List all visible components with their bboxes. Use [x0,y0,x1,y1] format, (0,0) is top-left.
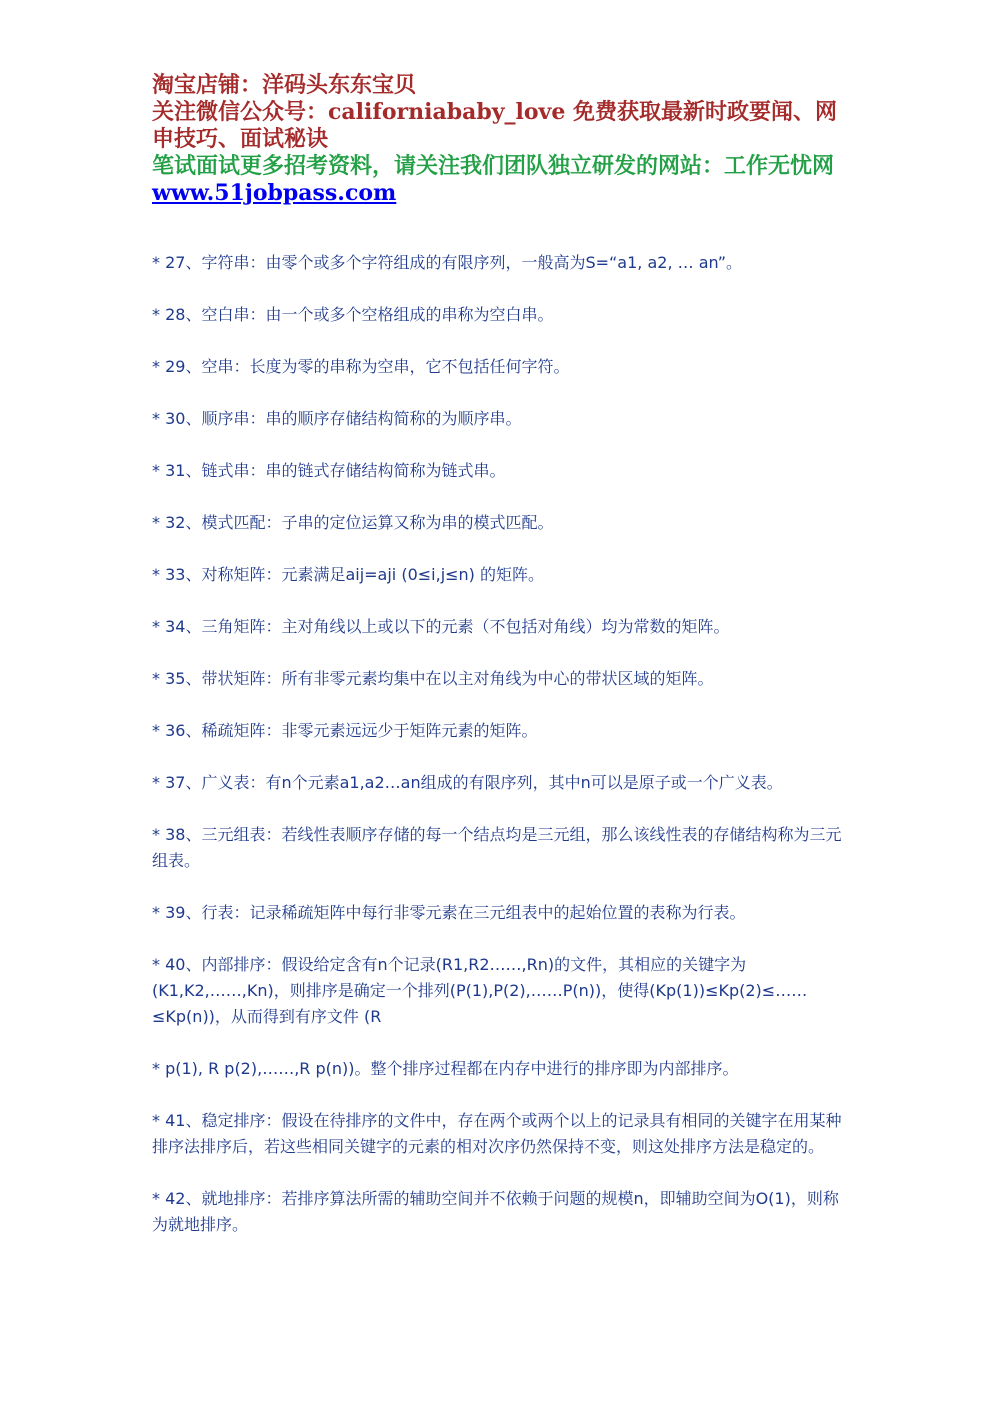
item-text: * 27、字符串：由零个或多个字符组成的有限序列，一般高为S=“a1, a2, … an”。 [152,253,743,272]
item-text: * p(1), R p(2),……,R p(n))。整个排序过程都在内存中进行的排序即为内部排序。 [152,1059,739,1078]
item-text: * 41、稳定排序：假设在待排序的文件中，存在两个或两个以上的记录具有相同的关键字在用某种排序法排序后，若这些相同关键字的元素的相对次序仍然保持不变，则这处排序方法是稳定的。 [152,1111,842,1156]
list-item [152,562,852,588]
wechat-promo-line: 关注微信公众号：californiababy_love 免费获取最新时政要闻、网申技巧、面试秘诀 [152,99,837,152]
list-item [152,406,852,432]
item-text: * 31、链式串：串的链式存储结构简称为链式串。 [152,461,506,480]
item-text: * 42、就地排序：若排序算法所需的辅助空间并不依赖于问题的规模n，即辅助空间为O(1)，则称为就地排序。 [152,1189,839,1234]
item-text: * 34、三角矩阵：主对角线以上或以下的元素（不包括对角线）均为常数的矩阵。 [152,617,730,636]
list-item [152,1108,852,1160]
item-text: * 33、对称矩阵：元素满足aij=aji (0≤i,j≤n) 的矩阵。 [152,565,545,584]
item-text: * 29、空串：长度为零的串称为空串，它不包括任何字符。 [152,357,570,376]
list-item [152,666,852,692]
list-item [152,1056,852,1082]
document-header [152,72,852,207]
list-item [152,770,852,796]
list-item [152,302,852,328]
website-promo-text: 笔试面试更多招考资料，请关注我们团队独立研发的网站：工作无忧网 [152,153,835,179]
list-item [152,614,852,640]
item-text: * 35、带状矩阵：所有非零元素均集中在以主对角线为中心的带状区域的矩阵。 [152,669,714,688]
item-text: * 40、内部排序：假设给定含有n个记录(R1,R2……,Rn)的文件，其相应的关键字为(K1,K2,……,Kn)，则排序是确定一个排列(P(1),P(2),……P(n))，使得(Kp(1))≤Kp(2)≤……≤Kp(n))，从而得到有序文件 (R [152,955,808,1026]
list-item [152,250,852,276]
item-text: * 36、稀疏矩阵：非零元素远远少于矩阵元素的矩阵。 [152,721,538,740]
list-item [152,718,852,744]
item-text: * 39、行表：记录稀疏矩阵中每行非零元素在三元组表中的起始位置的表称为行表。 [152,903,746,922]
definition-list [152,250,852,1264]
item-text: * 30、顺序串：串的顺序存储结构简称的为顺序串。 [152,409,522,428]
item-text: * 38、三元组表：若线性表顺序存储的每一个结点均是三元组，那么该线性表的存储结构称为三元组表。 [152,825,842,870]
list-item [152,900,852,926]
item-text: * 28、空白串：由一个或多个空格组成的串称为空白串。 [152,305,554,324]
website-promo-line [152,153,852,207]
item-text: * 32、模式匹配：子串的定位运算又称为串的模式匹配。 [152,513,554,532]
list-item [152,952,852,1030]
list-item [152,822,852,874]
item-text: * 37、广义表：有n个元素a1,a2…an组成的有限序列，其中n可以是原子或一个广义表。 [152,773,783,792]
website-link[interactable]: www.51jobpass.com [152,180,397,206]
shop-name-line: 淘宝店铺：洋码头东东宝贝 [152,72,417,98]
list-item [152,510,852,536]
list-item [152,458,852,484]
list-item [152,1186,852,1238]
list-item [152,354,852,380]
